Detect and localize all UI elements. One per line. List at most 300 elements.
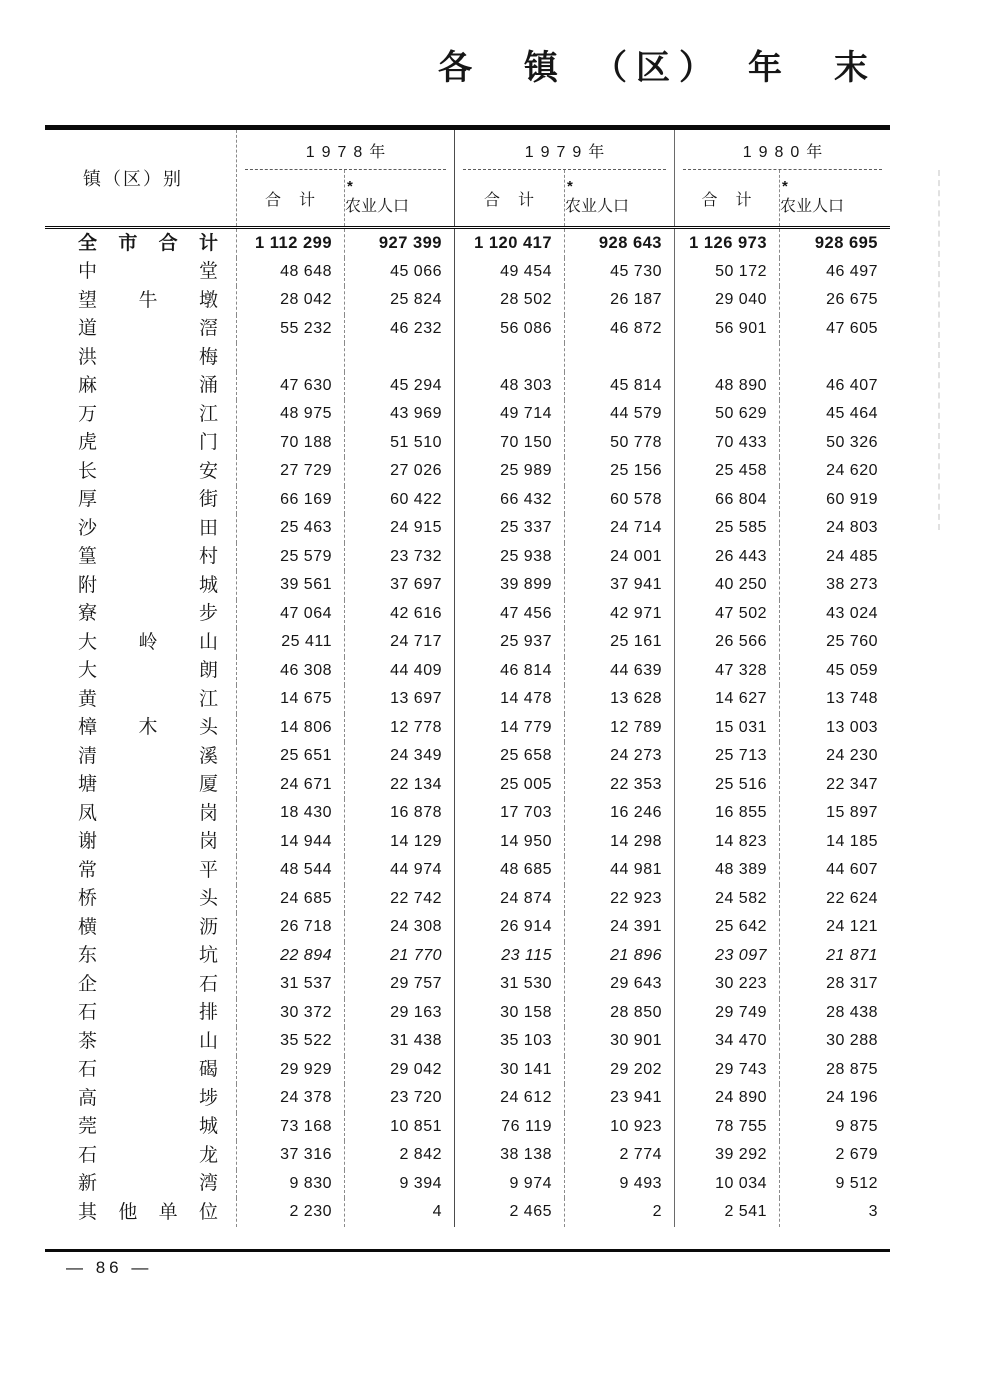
value-1980-total: 25 458 <box>675 457 780 486</box>
value-1980-total: 25 516 <box>675 771 780 800</box>
table-row <box>45 400 890 429</box>
value-1980-agri: 22 347 <box>826 775 878 793</box>
value-1978-total: 46 308 <box>237 657 345 686</box>
value-1980-agri: 28 875 <box>826 1060 878 1078</box>
value-1978-agri: 12 778 <box>345 714 455 743</box>
town-name <box>78 519 218 538</box>
value-1980-total: 2 541 <box>675 1198 780 1227</box>
table-row <box>45 486 890 515</box>
table-row <box>45 771 890 800</box>
value-1980-agri: 45 059 <box>826 661 878 679</box>
town-name <box>78 946 218 965</box>
value-1980-total: 39 292 <box>675 1141 780 1170</box>
value-1978-agri: 25 824 <box>345 286 455 315</box>
value-1980-agri: 24 196 <box>826 1089 878 1107</box>
town-name-char: 江 <box>198 688 218 710</box>
value-1979-agri: 45 814 <box>565 372 675 401</box>
value-1980-agri: 26 675 <box>826 291 878 309</box>
town-name <box>78 804 218 823</box>
town-name-cell <box>45 942 237 971</box>
town-name-char: 全 <box>78 232 98 254</box>
value-1978-total: 48 975 <box>237 400 345 429</box>
town-name-char: 山 <box>198 1030 218 1052</box>
year-header-1980 <box>675 130 890 170</box>
value-1980-agri: 24 485 <box>826 547 878 565</box>
town-name-char: 排 <box>198 1002 218 1024</box>
town-name-char: 龙 <box>198 1144 218 1166</box>
value-1980-agri: 24 620 <box>826 462 878 480</box>
town-name-char: 堂 <box>198 261 218 283</box>
town-name-char: 步 <box>198 603 218 625</box>
table-row <box>45 600 890 629</box>
town-name <box>78 1174 218 1193</box>
value-1979-agri: 2 774 <box>565 1141 675 1170</box>
value-1978-total: 70 188 <box>237 429 345 458</box>
value-1979-agri: 25 156 <box>565 457 675 486</box>
value-1978-total: 25 411 <box>237 628 345 657</box>
value-1980-agri: 60 919 <box>826 490 878 508</box>
value-1980-agri: 3 <box>868 1203 878 1221</box>
value-1979-agri: 12 789 <box>565 714 675 743</box>
value-1980-total: 29 749 <box>675 999 780 1028</box>
town-name-char: 岗 <box>198 802 218 824</box>
value-1979-agri <box>565 343 675 372</box>
value-1978-agri: 4 <box>345 1198 455 1227</box>
value-1980-total: 48 890 <box>675 372 780 401</box>
town-name-char: 常 <box>78 859 98 881</box>
table-row <box>45 543 890 572</box>
value-1979-agri: 29 202 <box>565 1056 675 1085</box>
table-row <box>45 885 890 914</box>
town-name-char: 石 <box>78 1059 98 1081</box>
table-row <box>45 286 890 315</box>
town-name <box>78 889 218 908</box>
value-1979-agri: 28 850 <box>565 999 675 1028</box>
value-1980-agri <box>780 343 890 372</box>
town-name-cell <box>45 571 237 600</box>
table-row <box>45 714 890 743</box>
town-name <box>78 490 218 509</box>
page-title: 各 镇 （区） 年 末 <box>438 49 877 87</box>
value-1978-total: 30 372 <box>237 999 345 1028</box>
value-1978-agri: 29 042 <box>345 1056 455 1085</box>
table-row <box>45 1056 890 1085</box>
town-name <box>78 1060 218 1079</box>
value-1978-total: 14 675 <box>237 685 345 714</box>
town-name-char: 城 <box>198 1116 218 1138</box>
value-1980-agri: 9 875 <box>835 1117 878 1135</box>
value-1979-agri: 44 981 <box>565 856 675 885</box>
value-1978-total: 47 064 <box>237 600 345 629</box>
value-1979-total: 1 120 417 <box>455 229 565 258</box>
town-name-char: 牛 <box>138 289 158 311</box>
value-1980-total: 26 443 <box>675 543 780 572</box>
town-name-char: 滘 <box>198 318 218 340</box>
value-1979-agri: 46 872 <box>565 315 675 344</box>
town-name-char: 头 <box>198 888 218 910</box>
value-1978-agri: 13 697 <box>345 685 455 714</box>
town-name-cell <box>45 400 237 429</box>
table-row <box>45 229 890 258</box>
town-name-char: 塘 <box>78 774 98 796</box>
town-name-char: 麻 <box>78 375 98 397</box>
town-name-cell <box>45 742 237 771</box>
value-1978-agri: 24 349 <box>345 742 455 771</box>
town-name-char: 其 <box>78 1201 98 1223</box>
town-name <box>78 348 218 367</box>
town-name-cell <box>45 856 237 885</box>
total-label: 合 计 <box>483 191 535 209</box>
town-name-char: 墩 <box>198 289 218 311</box>
table-row <box>45 315 890 344</box>
town-name-char: 黄 <box>78 688 98 710</box>
value-1978-total: 1 112 299 <box>237 229 345 258</box>
column-header-total-1980 <box>675 170 780 226</box>
town-name-char: 田 <box>198 517 218 539</box>
town-name-char: 厦 <box>198 774 218 796</box>
town-name-char: 涌 <box>198 375 218 397</box>
value-1978-agri: 22 742 <box>345 885 455 914</box>
value-1980-total: 14 627 <box>675 685 780 714</box>
value-1980-total: 26 566 <box>675 628 780 657</box>
value-1978-total: 14 806 <box>237 714 345 743</box>
value-1980-total: 25 642 <box>675 913 780 942</box>
value-1978-total: 66 169 <box>237 486 345 515</box>
town-name-char: 望 <box>78 289 98 311</box>
town-name <box>78 405 218 424</box>
year-label: 1980年 <box>742 143 830 161</box>
value-1979-total: 30 158 <box>455 999 565 1028</box>
town-name-char: 厚 <box>78 489 98 511</box>
value-1980-total: 47 328 <box>675 657 780 686</box>
value-1978-total: 25 579 <box>237 543 345 572</box>
value-1979-total: 23 115 <box>455 942 565 971</box>
town-name-cell <box>45 628 237 657</box>
value-1978-agri: 9 394 <box>345 1170 455 1199</box>
value-1980-agri: 43 024 <box>826 604 878 622</box>
value-1980-agri: 30 288 <box>826 1032 878 1050</box>
value-1979-total: 49 714 <box>455 400 565 429</box>
table-row <box>45 799 890 828</box>
town-name-cell <box>45 999 237 1028</box>
value-1979-total: 48 303 <box>455 372 565 401</box>
table-row <box>45 1027 890 1056</box>
value-1980-total: 56 901 <box>675 315 780 344</box>
town-name <box>78 1032 218 1051</box>
value-1979-agri: 25 161 <box>565 628 675 657</box>
value-1978-total: 37 316 <box>237 1141 345 1170</box>
value-1980-total: 66 804 <box>675 486 780 515</box>
table-row <box>45 970 890 999</box>
table-row <box>45 856 890 885</box>
value-1980-agri: 28 438 <box>826 1003 878 1021</box>
value-1980-total: 50 172 <box>675 258 780 287</box>
town-name-char: 道 <box>78 318 98 340</box>
value-1979-total: 14 779 <box>455 714 565 743</box>
value-1980-agri: 24 121 <box>826 918 878 936</box>
footnote-asterisk: * <box>782 177 788 195</box>
town-name-cell <box>45 1084 237 1113</box>
value-1979-total: 14 478 <box>455 685 565 714</box>
value-1980-total: 15 031 <box>675 714 780 743</box>
town-name-char: 碣 <box>198 1059 218 1081</box>
value-1978-total: 48 544 <box>237 856 345 885</box>
town-name <box>78 319 218 338</box>
town-name-char: 城 <box>198 574 218 596</box>
town-name-char: 合 <box>158 232 178 254</box>
town-name-char: 谢 <box>78 831 98 853</box>
town-name-char: 附 <box>78 574 98 596</box>
row-header-label <box>45 130 237 226</box>
value-1980-total: 29 743 <box>675 1056 780 1085</box>
town-name-cell <box>45 372 237 401</box>
value-1978-agri: 44 409 <box>345 657 455 686</box>
value-1979-total: 25 005 <box>455 771 565 800</box>
value-1979-total: 17 703 <box>455 799 565 828</box>
value-1978-total: 22 894 <box>237 942 345 971</box>
table-row <box>45 429 890 458</box>
value-1980-total: 34 470 <box>675 1027 780 1056</box>
table-row <box>45 657 890 686</box>
town-name-char: 横 <box>78 916 98 938</box>
table-header <box>45 130 890 229</box>
town-name <box>78 861 218 880</box>
value-1978-agri: 22 134 <box>345 771 455 800</box>
agri-label: 农业人口 <box>780 197 845 215</box>
value-1978-agri: 2 842 <box>345 1141 455 1170</box>
table-row <box>45 1170 890 1199</box>
town-name-cell <box>45 1198 237 1227</box>
value-1978-total: 24 671 <box>237 771 345 800</box>
value-1980-agri: 44 607 <box>826 861 878 879</box>
value-1980-agri: 47 605 <box>826 319 878 337</box>
value-1979-total: 47 456 <box>455 600 565 629</box>
value-1978-total: 14 944 <box>237 828 345 857</box>
value-1979-total: 2 465 <box>455 1198 565 1227</box>
town-name-char: 沥 <box>198 916 218 938</box>
town-name <box>78 291 218 310</box>
town-name-cell <box>45 1141 237 1170</box>
value-1980-total: 48 389 <box>675 856 780 885</box>
town-name <box>78 262 218 281</box>
value-1978-agri <box>345 343 455 372</box>
value-1979-agri: 16 246 <box>565 799 675 828</box>
value-1979-total: 46 814 <box>455 657 565 686</box>
town-name <box>78 832 218 851</box>
value-1980-total <box>675 343 780 372</box>
value-1978-agri: 16 878 <box>345 799 455 828</box>
town-name-char: 山 <box>198 631 218 653</box>
town-name-char: 溪 <box>198 745 218 767</box>
value-1980-agri: 24 230 <box>826 747 878 765</box>
value-1978-agri: 27 026 <box>345 457 455 486</box>
value-1979-total: 24 874 <box>455 885 565 914</box>
town-name-char: 市 <box>118 232 138 254</box>
value-1978-agri: 23 732 <box>345 543 455 572</box>
value-1978-agri: 51 510 <box>345 429 455 458</box>
value-1980-agri: 14 185 <box>826 832 878 850</box>
value-1980-agri: 28 317 <box>826 975 878 993</box>
town-name-cell <box>45 486 237 515</box>
town-name-char: 街 <box>198 489 218 511</box>
value-1979-agri: 26 187 <box>565 286 675 315</box>
year-label: 1979年 <box>524 143 612 161</box>
population-table <box>45 125 890 1252</box>
town-name-cell <box>45 286 237 315</box>
value-1979-agri: 9 493 <box>565 1170 675 1199</box>
value-1979-agri: 50 778 <box>565 429 675 458</box>
table-row <box>45 1198 890 1227</box>
value-1980-total: 16 855 <box>675 799 780 828</box>
town-name <box>78 1089 218 1108</box>
town-name-cell <box>45 1027 237 1056</box>
value-1980-agri: 13 748 <box>826 690 878 708</box>
value-1978-total: 24 685 <box>237 885 345 914</box>
town-name-char: 凤 <box>78 802 98 824</box>
page-number: — 86 — <box>66 1258 153 1277</box>
value-1978-total: 28 042 <box>237 286 345 315</box>
value-1980-agri: 13 003 <box>826 718 878 736</box>
value-1978-agri: 43 969 <box>345 400 455 429</box>
value-1978-total: 39 561 <box>237 571 345 600</box>
value-1978-agri: 14 129 <box>345 828 455 857</box>
value-1979-total: 70 150 <box>455 429 565 458</box>
value-1979-total: 14 950 <box>455 828 565 857</box>
town-name-char: 樟 <box>78 717 98 739</box>
value-1979-agri: 22 353 <box>565 771 675 800</box>
town-name-char: 岭 <box>138 631 158 653</box>
town-name-cell <box>45 429 237 458</box>
value-1978-total: 47 630 <box>237 372 345 401</box>
town-name-char: 万 <box>78 403 98 425</box>
town-name-char: 寮 <box>78 603 98 625</box>
table-row <box>45 258 890 287</box>
town-name-cell <box>45 970 237 999</box>
table-row <box>45 343 890 372</box>
town-name <box>78 433 218 452</box>
town-name <box>78 633 218 652</box>
value-1980-agri: 9 512 <box>835 1174 878 1192</box>
value-1980-total: 29 040 <box>675 286 780 315</box>
town-name-char: 埗 <box>198 1087 218 1109</box>
value-1980-agri: 38 273 <box>826 576 878 594</box>
value-1978-total: 25 651 <box>237 742 345 771</box>
value-1978-agri: 24 308 <box>345 913 455 942</box>
value-1979-total: 39 899 <box>455 571 565 600</box>
value-1980-total: 1 126 973 <box>675 229 780 258</box>
value-1978-agri: 29 757 <box>345 970 455 999</box>
value-1979-total: 66 432 <box>455 486 565 515</box>
column-header-total-1979 <box>455 170 565 226</box>
column-header-agri-1979 <box>565 170 675 226</box>
table-row <box>45 628 890 657</box>
table-row <box>45 457 890 486</box>
value-1978-agri: 10 851 <box>345 1113 455 1142</box>
value-1979-agri: 29 643 <box>565 970 675 999</box>
value-1980-agri: 22 624 <box>826 889 878 907</box>
town-name-char: 计 <box>198 232 218 254</box>
town-name <box>78 462 218 481</box>
value-1979-total: 48 685 <box>455 856 565 885</box>
value-1978-total: 29 929 <box>237 1056 345 1085</box>
town-name-char: 桥 <box>78 888 98 910</box>
town-name <box>78 661 218 680</box>
value-1980-total: 25 585 <box>675 514 780 543</box>
town-name <box>78 604 218 623</box>
town-name-char: 新 <box>78 1173 98 1195</box>
town-name-char: 木 <box>138 717 158 739</box>
table-row <box>45 942 890 971</box>
town-name-char: 篁 <box>78 546 98 568</box>
value-1979-total: 25 938 <box>455 543 565 572</box>
town-name-char: 朗 <box>198 660 218 682</box>
value-1979-total <box>455 343 565 372</box>
value-1979-agri: 37 941 <box>565 571 675 600</box>
table-row <box>45 372 890 401</box>
column-header-total-1978 <box>237 170 345 226</box>
agri-label: 农业人口 <box>565 197 630 215</box>
value-1979-agri: 22 923 <box>565 885 675 914</box>
town-name <box>78 747 218 766</box>
value-1978-agri: 46 232 <box>345 315 455 344</box>
town-name-char: 东 <box>78 945 98 967</box>
footnote-asterisk: * <box>567 177 573 195</box>
table-row <box>45 1113 890 1142</box>
town-name-char: 门 <box>198 432 218 454</box>
town-name-cell <box>45 514 237 543</box>
town-name-char: 头 <box>198 717 218 739</box>
town-name-cell <box>45 229 237 258</box>
value-1979-agri: 42 971 <box>565 600 675 629</box>
value-1980-agri: 15 897 <box>826 804 878 822</box>
town-name-cell <box>45 315 237 344</box>
year-header-1978 <box>237 130 455 170</box>
town-name <box>78 1003 218 1022</box>
town-name <box>78 918 218 937</box>
town-name-char: 平 <box>198 859 218 881</box>
town-name-char: 清 <box>78 745 98 767</box>
total-label: 合 计 <box>701 191 753 209</box>
table-row <box>45 685 890 714</box>
town-name-cell <box>45 343 237 372</box>
value-1979-agri: 44 579 <box>565 400 675 429</box>
town-name-cell <box>45 885 237 914</box>
value-1980-total: 10 034 <box>675 1170 780 1199</box>
town-name <box>78 775 218 794</box>
town-name-char: 石 <box>78 1144 98 1166</box>
town-name <box>78 690 218 709</box>
value-1978-agri: 29 163 <box>345 999 455 1028</box>
town-name-cell <box>45 771 237 800</box>
value-1978-agri: 37 697 <box>345 571 455 600</box>
value-1979-agri: 13 628 <box>565 685 675 714</box>
town-name-char: 村 <box>198 546 218 568</box>
agri-label: 农业人口 <box>345 197 410 215</box>
town-name-char: 石 <box>78 1002 98 1024</box>
value-1979-agri: 21 896 <box>565 942 675 971</box>
value-1979-agri: 24 001 <box>565 543 675 572</box>
table-row <box>45 742 890 771</box>
value-1979-total: 25 337 <box>455 514 565 543</box>
town-name-char: 大 <box>78 631 98 653</box>
value-1980-total: 30 223 <box>675 970 780 999</box>
town-name-cell <box>45 685 237 714</box>
value-1979-total: 31 530 <box>455 970 565 999</box>
value-1980-agri: 45 464 <box>826 405 878 423</box>
value-1979-total: 30 141 <box>455 1056 565 1085</box>
total-label: 合 计 <box>264 191 316 209</box>
value-1980-agri: 25 760 <box>826 633 878 651</box>
